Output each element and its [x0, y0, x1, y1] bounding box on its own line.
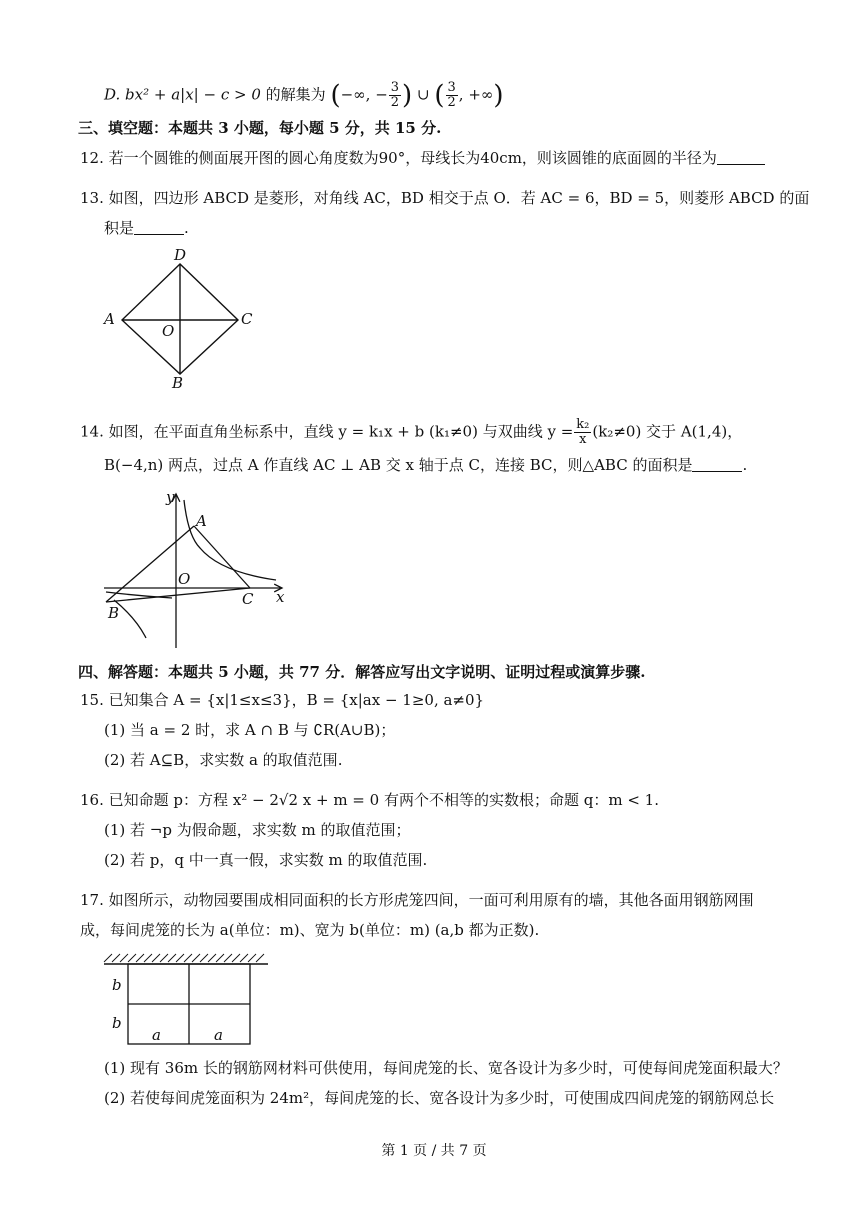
label-d: D: [174, 246, 187, 264]
question-17-part-2: (2) 若使每间虎笼面积为 24m²，每间虎笼的长、宽各设计为多少时，可使围成四间虎笼的钢筋网总长: [104, 1089, 775, 1107]
question-17-part-1: (1) 现有 36m 长的钢筋网材料可供使用，每间虎笼的长、宽各设计为多少时，可使每间虎笼面积最大？: [104, 1059, 788, 1077]
line-ac: [194, 526, 250, 588]
label-c: C: [242, 590, 254, 608]
question-17-line-2: 成，每间虎笼的长为 a(单位：m)、宽为 b(单位：m) (a,b 都为正数).: [80, 921, 540, 939]
question-12: [80, 148, 765, 168]
question-15-part-1: (1) 当 a = 2 时，求 A ∩ B 与 ∁R(A∪B)；: [104, 721, 396, 739]
label-c: C: [241, 310, 253, 328]
label-y: y: [166, 488, 175, 506]
label-a: A: [196, 512, 207, 530]
label-o: O: [178, 570, 191, 588]
section-3-title: 三、填空题：本题共 3 小题，每小题 5 分，共 15 分.: [78, 119, 442, 137]
question-16-part-2: (2) 若 p，q 中一真一假，求实数 m 的取值范围.: [104, 851, 428, 869]
label-a-right: a: [214, 1026, 223, 1044]
label-b-top: b: [112, 976, 122, 994]
answer-blank: [717, 150, 765, 165]
option-d-expr: bx² + a|x| − c > 0: [125, 85, 261, 104]
fraction: $\frac{\text{k₂}}{x}$: [576, 417, 590, 447]
question-16-part-1: (1) 若 ¬p 为假命题，求实数 m 的取值范围；: [104, 821, 411, 839]
question-15-stem: 15. 已知集合 A = {x|1≤x≤3}，B = {x|ax − 1≥0, a≠0}: [80, 691, 485, 709]
line-ab: [106, 526, 194, 602]
label-b: B: [172, 374, 184, 392]
question-15-part-2: (2) 若 A⊆B，求实数 a 的取值范围.: [104, 751, 343, 769]
label-o: O: [162, 322, 175, 340]
question-12-text: 12. 若一个圆锥的侧面展开图的圆心角度数为90°，母线长为40cm，则该圆锥的底面圆的半径为: [80, 149, 717, 167]
question-13-line-2: 积是 .: [104, 219, 189, 237]
answer-blank: [134, 220, 184, 235]
option-d-label: D.: [104, 85, 121, 104]
question-14-line-2: B(−4,n) 两点，过点 A 作直线 AC ⊥ AB 交 x 轴于点 C，连接 BC，则△ABC 的面积是 .: [104, 456, 748, 474]
wall-hatching: [104, 954, 264, 962]
label-b-bottom: b: [112, 1014, 122, 1032]
label-a: A: [104, 310, 115, 328]
label-x: x: [276, 588, 285, 606]
question-14-line-1: 14. 如图，在平面直角坐标系中，直线 y = k₁x + b (k₁≠0) 与双曲线 y = $\frac{\text{k₂}}{x}$ (k₂≠0) 交于 A(1,4)，: [80, 417, 743, 447]
answer-blank: [692, 457, 742, 472]
fraction: $\frac{3}{2}$: [447, 80, 456, 110]
section-4-title: 四、解答题：本题共 5 小题，共 77 分．解答应写出文字说明、证明过程或演算步骤.: [78, 663, 646, 681]
page-number: 第 1 页 / 共 7 页: [381, 1143, 487, 1159]
coordinate-figure: [100, 488, 300, 650]
tiger-cage-figure: [100, 948, 280, 1048]
rhombus-figure: [100, 242, 270, 392]
question-13-line-1: 13. 如图，四边形 ABCD 是菱形，对角线 AC，BD 相交于点 O．若 AC = 6，BD = 5，则菱形 ABCD 的面: [80, 189, 810, 207]
question-16-stem: 16. 已知命题 p：方程 x² − 2√2 x + m = 0 有两个不相等的实数根；命题 q：m < 1.: [80, 791, 659, 809]
option-d: D. bx² + a|x| − c > 0 的解集为 (−∞, − $\frac{3}{2}$ ) ∪ ( $\frac{3}{2}$ , +∞): [104, 80, 504, 111]
option-d-text: 的解集为: [260, 85, 331, 104]
label-b: B: [108, 604, 120, 622]
label-a-left: a: [152, 1026, 161, 1044]
fraction: $\frac{3}{2}$: [390, 80, 400, 110]
question-17-line-1: 17. 如图所示，动物园要围成相同面积的长方形虎笼四间，一面可利用原有的墙，其他各面用钢筋网围: [80, 891, 754, 909]
